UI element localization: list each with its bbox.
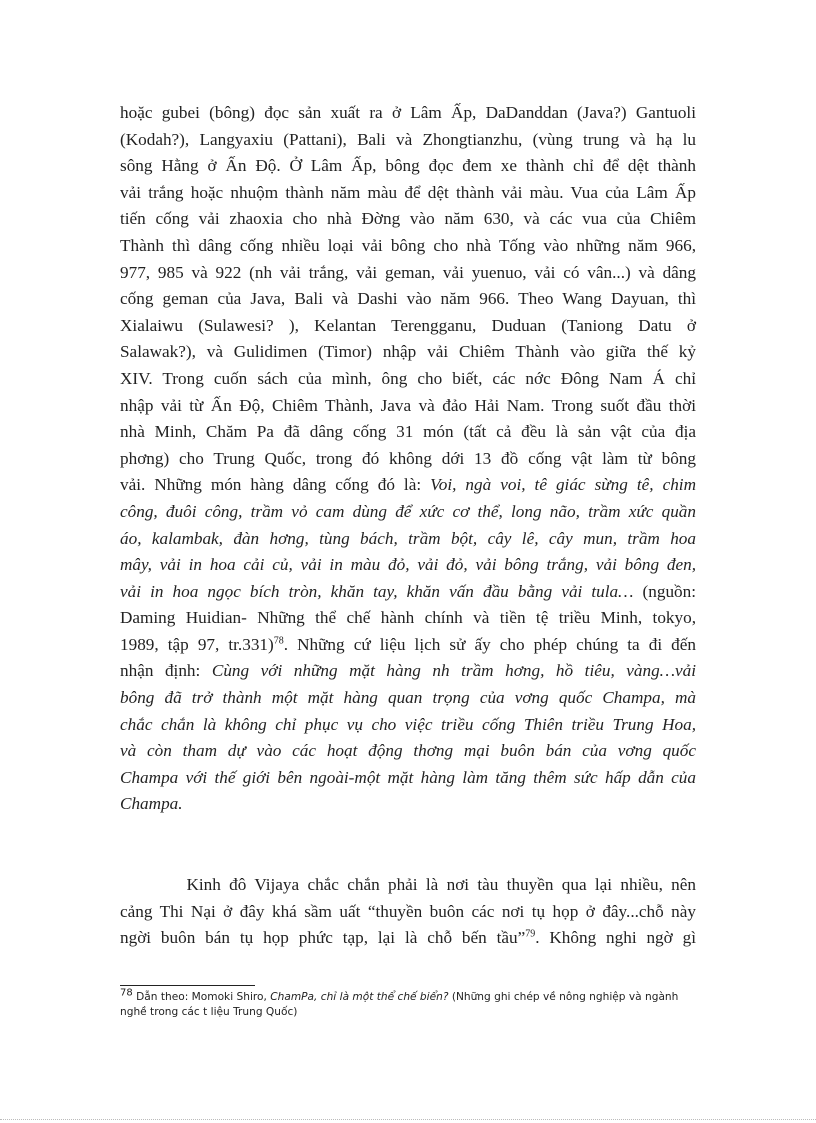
text-run: (nguồn:: [633, 581, 696, 601]
text-line: Champa với thế giới bên ngoài-một mặt hàng làm tăng thêm sức hấp dẫn của: [120, 767, 696, 787]
italic-list: [120, 499, 696, 579]
text-line: áo, kalambak, đàn hơng, tùng bách, trầm bột, cây lê, cây mun, trầm hoa: [120, 528, 696, 548]
text-line: Kinh đô Vijaya chắc chắn phải là nơi tàu thuyền qua lại nhiều, nên: [120, 875, 696, 895]
text-line: (Kodah?), Langyaxiu (Pattani), Bali và Zhongtianzhu, (vùng trung và hạ lu: [120, 129, 696, 149]
main-text: [120, 100, 696, 952]
text-line: hoặc gubei (bông) đọc sản xuất ra ở Lâm Ấp, DaDanddan (Java?) Gantuoli: [120, 103, 696, 122]
italic-run: ChamPa, chỉ là một thể chế biển?: [270, 991, 449, 1003]
text-line: tiến cống vải zhaoxia cho nhà Đờng vào năm 630, và các vua của Chiêm: [120, 209, 696, 229]
footnote-mark: 78: [120, 987, 133, 999]
text-line: công, đuôi công, trầm vỏ cam dùng để xức cơ thể, long não, trầm xức quần: [120, 501, 696, 521]
text-run: nhận định:: [120, 661, 212, 681]
text-line: [120, 925, 696, 952]
footnote-ref[interactable]: 79: [525, 928, 536, 940]
text-line: [120, 658, 696, 685]
text-line: phơng) cho Trung Quốc, trong đó không dới 13 đồ cống vật làm từ bông: [120, 448, 696, 468]
text-line: cảng Thi Nại ở đây khá sầm uất “thuyền buôn các nơi tụ họp ở đây...chỗ này: [120, 901, 696, 921]
text-line: mây, vải in hoa cải củ, vải in màu đỏ, vải đỏ, vải bông trắng, vải bông đen,: [120, 555, 696, 575]
text-line: cống geman của Java, Bali và Dashi vào năm 966. Theo Wang Dayuan, thì: [120, 289, 696, 309]
text-line: Xialaiwu (Sulawesi? ), Kelantan Terengganu, Duduan (Taniong Datu ở: [120, 315, 696, 335]
text-line: [120, 472, 696, 499]
text-line: bông đã trở thành một mặt hàng quan trọng của vơng quốc Champa, mà: [120, 688, 696, 708]
footnote-line: [120, 987, 696, 1005]
text-line: XIV. Trong cuốn sách của mình, ông cho biết, các nớc Đông Nam Á chỉ: [120, 368, 696, 388]
footnote: [120, 987, 696, 1020]
text-run: 1989, tập 97, tr.331): [120, 634, 274, 654]
text-run: Dẫn theo: Momoki Shiro,: [132, 991, 271, 1003]
text-line: [120, 632, 696, 659]
text-line: [120, 579, 696, 606]
page-edge-divider: [0, 1119, 816, 1120]
text-run: ngời buôn bán tụ họp phức tạp, lại là chỗ bến tầu”: [120, 928, 526, 948]
italic-run: Cùng với những mặt hàng nh trầm hơng, hồ tiêu, vàng…vải: [211, 661, 696, 681]
text-run: vải. Những món hàng dâng cống đó là:: [120, 475, 431, 495]
text-line: 977, 985 và 922 (nh vải trắng, vải geman, vải yuenuo, vải có vân...) và dâng: [120, 262, 696, 282]
footnote-ref[interactable]: 78: [273, 635, 284, 647]
text-line: Salawak?), và Gulidimen (Timor) nhập vải Chiêm Thành vào giữa thế kỷ: [120, 342, 696, 362]
text-run: (Những ghi chép về nông nghiệp và ngành: [448, 991, 679, 1003]
italic-conclusion: [120, 685, 696, 791]
footnote-separator: [120, 985, 255, 986]
text-line: vải trắng hoặc nhuộm thành năm màu để dệt thành vải màu. Vua của Lâm Ấp: [120, 182, 696, 202]
italic-run: Voi, ngà voi, tê giác sừng tê, chim: [430, 475, 696, 495]
text-line: Thành thì dâng cống nhiều loại vải bông cho nhà Tống vào những năm 966,: [120, 235, 696, 255]
text-line: nhập vải từ Ấn Độ, Chiêm Thành, Java và đảo Hải Nam. Trong suốt đầu thời: [120, 395, 696, 415]
italic-run: vải in hoa ngọc bích tròn, khăn tay, khăn vấn đầu bằng vải tula…: [120, 581, 634, 601]
text-run: . Những cứ liệu lịch sử ấy cho phép chúng ta đi đến: [283, 634, 696, 654]
text-line: Champa.: [120, 794, 183, 814]
text-line: chắc chắn là không chỉ phục vụ cho việc triều cống Thiên triều Trung Hoa,: [120, 714, 696, 734]
paragraph-gap: [120, 818, 696, 872]
text-line: nhà Minh, Chăm Pa đã dâng cống 31 món (tất cả đều là sản vật của địa: [120, 422, 696, 442]
text-run: . Không nghi ngờ gì: [535, 928, 696, 948]
paragraph-1: [120, 100, 696, 472]
text-line: Daming Huidian- Những thể chế hành chính và tiền tệ triều Minh, tokyo,: [120, 608, 696, 628]
text-line: sông Hằng ở Ấn Độ. Ở Lâm Ấp, bông đọc đem xe thành chỉ để dệt thành: [120, 156, 696, 176]
footnote-line: nghề trong các t liệu Trung Quốc): [120, 1006, 298, 1018]
text-line: và còn tham dự vào các hoạt động thơng mại buôn bán của vơng quốc: [120, 741, 696, 761]
